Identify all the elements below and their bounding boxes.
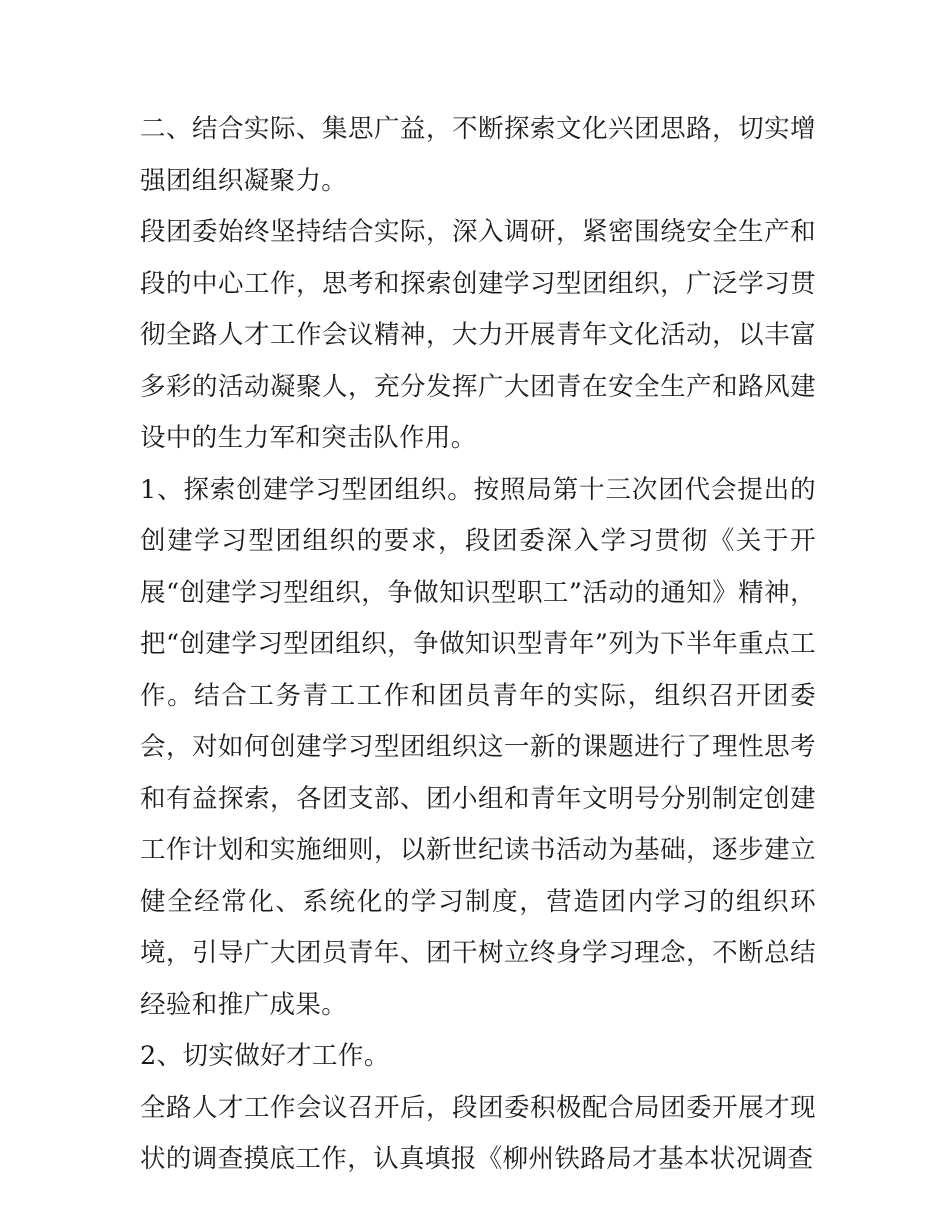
section-heading: 二、结合实际、集思广益，不断探索文化兴团思路，切实增强团组织凝聚力。 (140, 114, 816, 196)
paragraph: 1、探索创建学习型团组织。按照局第十三次团代会提出的创建学习型团组织的要求，段团委深入学习贯彻《关于开展“创建学习型组织，争做知识型职工”活动的通知》精神，把“创建学习型团组织，争做知识型青年”列为下半年重点工作。结合工务青工工作和团员青年的实际，组织召开团委会，对如何创建学习型团组织这一新的课题进行了理性思考和有益探索，各团支部、团小组和青年文明号分别制定创建工作计划和实施细则，以新世纪读书活动为基础，逐步建立健全经常化、系统化的学习制度，营造团内学习的组织环境，引导广大团员青年、团干树立终身学习理念，不断总结经验和推广成果。 (140, 474, 816, 1020)
subsection-heading: 2、切实做好才工作。 (140, 1041, 390, 1071)
paragraph: 段团委始终坚持结合实际，深入调研，紧密围绕安全生产和段的中心工作，思考和探索创建学习型团组织，广泛学习贯彻全路人才工作会议精神，大力开展青年文化活动，以丰富多彩的活动凝聚人，充分发挥广大团青在安全生产和路风建设中的生力军和突击队作用。 (140, 217, 816, 453)
document-body (140, 104, 816, 1186)
paragraph: 全路人才工作会议召开后，段团委积极配合局团委开展才现状的调查摸底工作，认真填报《柳州铁路局才基本状况调查 (140, 1092, 816, 1174)
